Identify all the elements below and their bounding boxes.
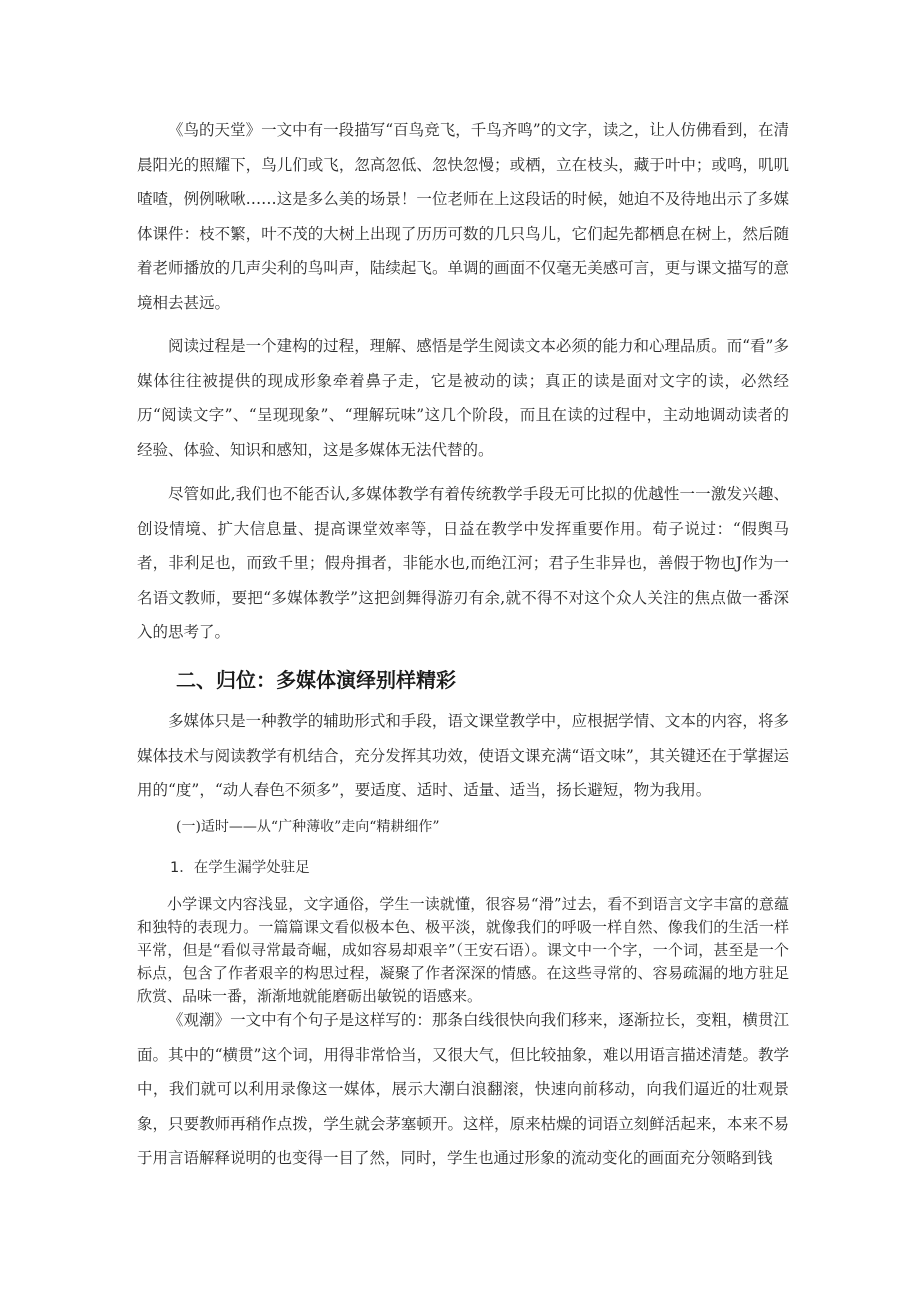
paragraph-multimedia-role: 多媒体只是一种教学的辅助形式和手段，语文课堂教学中，应根据学情、文本的内容，将多媒体技术与阅读教学有机结合，充分发挥其功效，使语文课充满“语文味”，其关键还在于掌握运用的“度”，“动人春色不须多”，要适度、适时、适量、适当，扬长避短，物为我用。: [137, 712, 789, 799]
subheading-item-1: 1．在学生漏学处驻足: [170, 860, 310, 876]
subheading-timely: (一)适时——从“广种薄收”走向“精耕细作”: [176, 819, 440, 835]
paragraph-reading-process: 阅读过程是一个建构的过程，理解、感悟是学生阅读文本必须的能力和心理品质。而“看”多媒体往往被提供的现成形象牵着鼻子走，它是被动的读；真正的读是面对文字的读，必然经历“阅读文字”、“呈现现象”、“理解玩味”这几个阶段，而且在读的过程中，主动地调动读者的经验、体验、知识和感知，这是多媒体无法代替的。: [137, 337, 789, 459]
paragraph-multimedia-advantage: 尽管如此,我们也不能否认,多媒体教学有着传统教学手段无可比拟的优越性一一激发兴趣、创设情境、扩大信息量、提高课堂效率等，日益在教学中发挥重要作用。荀子说过：“假舆马者，非利足也，而致千里；假舟揖者，非能水也,而绝江河；君子生非异也，善假于物也J作为一名语文教师，要把“多媒体教学”这把剑舞得游刃有余,就不得不对这个众人关注的焦点做一番深入的思考了。: [137, 485, 789, 641]
paragraph-shallow-texts: 小学课文内容浅显，文字通俗，学生一读就懂，很容易“滑”过去，看不到语言文字丰富的意蕴和独特的表现力。一篇篇课文看似极本色、极平淡，就像我们的呼吸一样自然、像我们的生活一样平常，但是“看似寻常最奇崛，成如容易却艰辛”（王安石语）。课文中一个字，一个词，甚至是一个标点，包含了作者艰辛的构思过程，凝聚了作者深深的情感。在这些寻常的、容易疏漏的地方驻足欣赏、品味一番，渐渐地就能磨砺出敏锐的语感来。: [137, 895, 789, 1005]
section-heading-2: 二、归位：多媒体演绎别样精彩: [176, 668, 456, 692]
paragraph-watching-tide: 《观潮》一文中有个句子是这样写的：那条白线很快向我们移来，逐渐拉长，变粗，横贯江面。其中的“横贯”这个词，用得非常恰当，又很大气，但比较抽象，难以用语言描述清楚。教学中，我们就可以利用录像这一媒体，展示大潮白浪翻滚，快速向前移动，向我们逼近的壮观景象，只要教师再稍作点拨，学生就会茅塞顿开。这样，原来枯燥的词语立刻鲜活起来，本来不易于用言语解释说明的也变得一目了然，同时，学生也通过形象的流动变化的画面充分领略到钱: [137, 1011, 789, 1167]
paragraph-birds-heaven: 《鸟的天堂》一文中有一段描写“百鸟竞飞，千鸟齐鸣”的文字，读之，让人仿佛看到，在清晨阳光的照耀下，鸟儿们或飞，忽高忽低、忽快忽慢；或栖，立在枝头，藏于叶中；或鸣，叽叽喳喳，例例啾啾……这是多么美的场景！一位老师在上这段话的时候，她迫不及待地出示了多媒体课件：枝不繁，叶不茂的大树上出现了历历可数的几只鸟儿，它们起先都栖息在树上，然后随着老师播放的几声尖利的鸟叫声，陆续起飞。单调的画面不仅毫无美感可言，更与课文描写的意境相去甚远。: [137, 121, 789, 312]
